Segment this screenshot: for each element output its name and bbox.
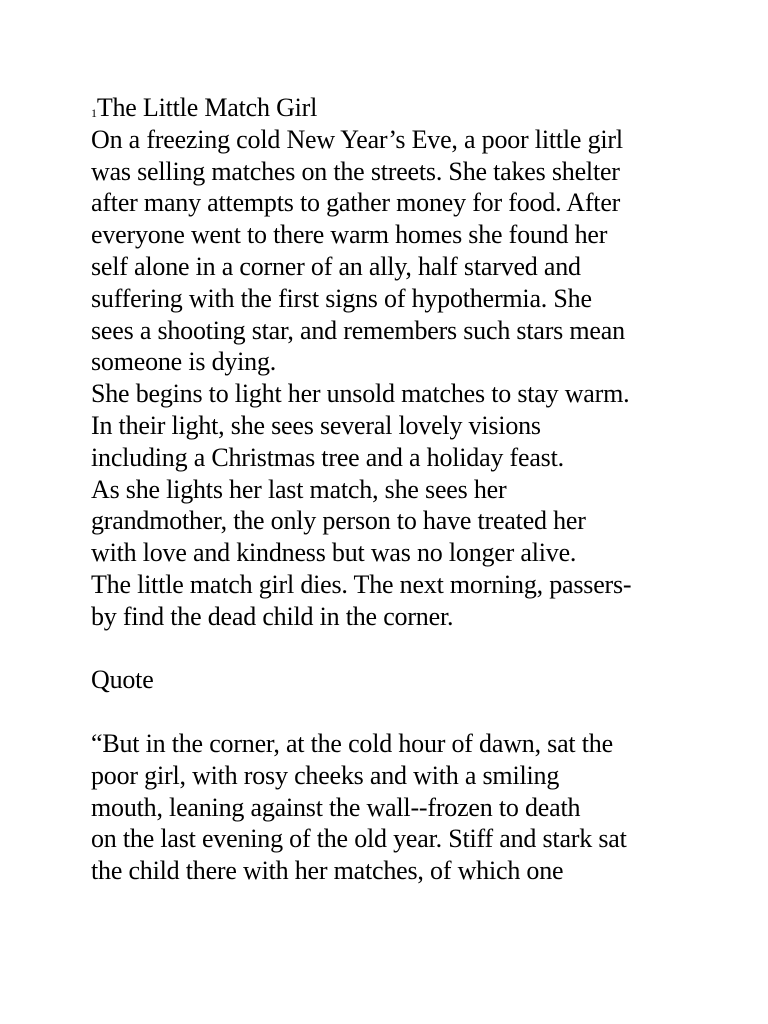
- summary-line: self alone in a corner of an ally, half starved and: [91, 251, 581, 281]
- quote-line: the child there with her matches, of which one: [91, 856, 564, 886]
- paragraph-spacer: [91, 696, 751, 728]
- summary-line: As she lights her last match, she sees her: [91, 474, 507, 504]
- footnote-marker: 1: [91, 106, 97, 120]
- summary-line: She begins to light her unsold matches to stay warm.: [91, 379, 630, 409]
- quote-line: poor girl, with rosy cheeks and with a smiling: [91, 760, 560, 790]
- summary-line: was selling matches on the streets. She takes shelter: [91, 156, 620, 186]
- quote-line: “But in the corner, at the cold hour of dawn, sat the: [91, 728, 613, 758]
- document-page: [91, 92, 751, 887]
- summary-line: with love and kindness but was no longer alive.: [91, 538, 577, 568]
- summary-line: everyone went to there warm homes she found her: [91, 220, 608, 250]
- summary-line: The little match girl dies. The next morning, passers-: [91, 569, 632, 599]
- summary-line: grandmother, the only person to have treated her: [91, 506, 586, 536]
- summary-line: including a Christmas tree and a holiday feast.: [91, 442, 564, 472]
- summary-line: suffering with the first signs of hypothermia. She: [91, 283, 592, 313]
- document-title-line: [91, 92, 751, 124]
- summary-line: sees a shooting star, and remembers such stars mean: [91, 315, 625, 345]
- paragraph-spacer: [91, 633, 751, 665]
- summary-line: someone is dying.: [91, 347, 277, 377]
- quote-heading: Quote: [91, 665, 154, 695]
- summary-line: after many attempts to gather money for food. After: [91, 188, 621, 218]
- quote-line: on the last evening of the old year. Stiff and stark sat: [91, 824, 627, 854]
- summary-paragraphs: [91, 124, 751, 633]
- document-title: The Little Match Girl: [96, 93, 318, 122]
- quote-block: [91, 728, 751, 887]
- summary-line: On a freezing cold New Year’s Eve, a poor little girl: [91, 124, 623, 154]
- quote-line: mouth, leaning against the wall--frozen to death: [91, 792, 581, 822]
- summary-line: In their light, she sees several lovely visions: [91, 410, 541, 440]
- summary-line: by find the dead child in the corner.: [91, 601, 454, 631]
